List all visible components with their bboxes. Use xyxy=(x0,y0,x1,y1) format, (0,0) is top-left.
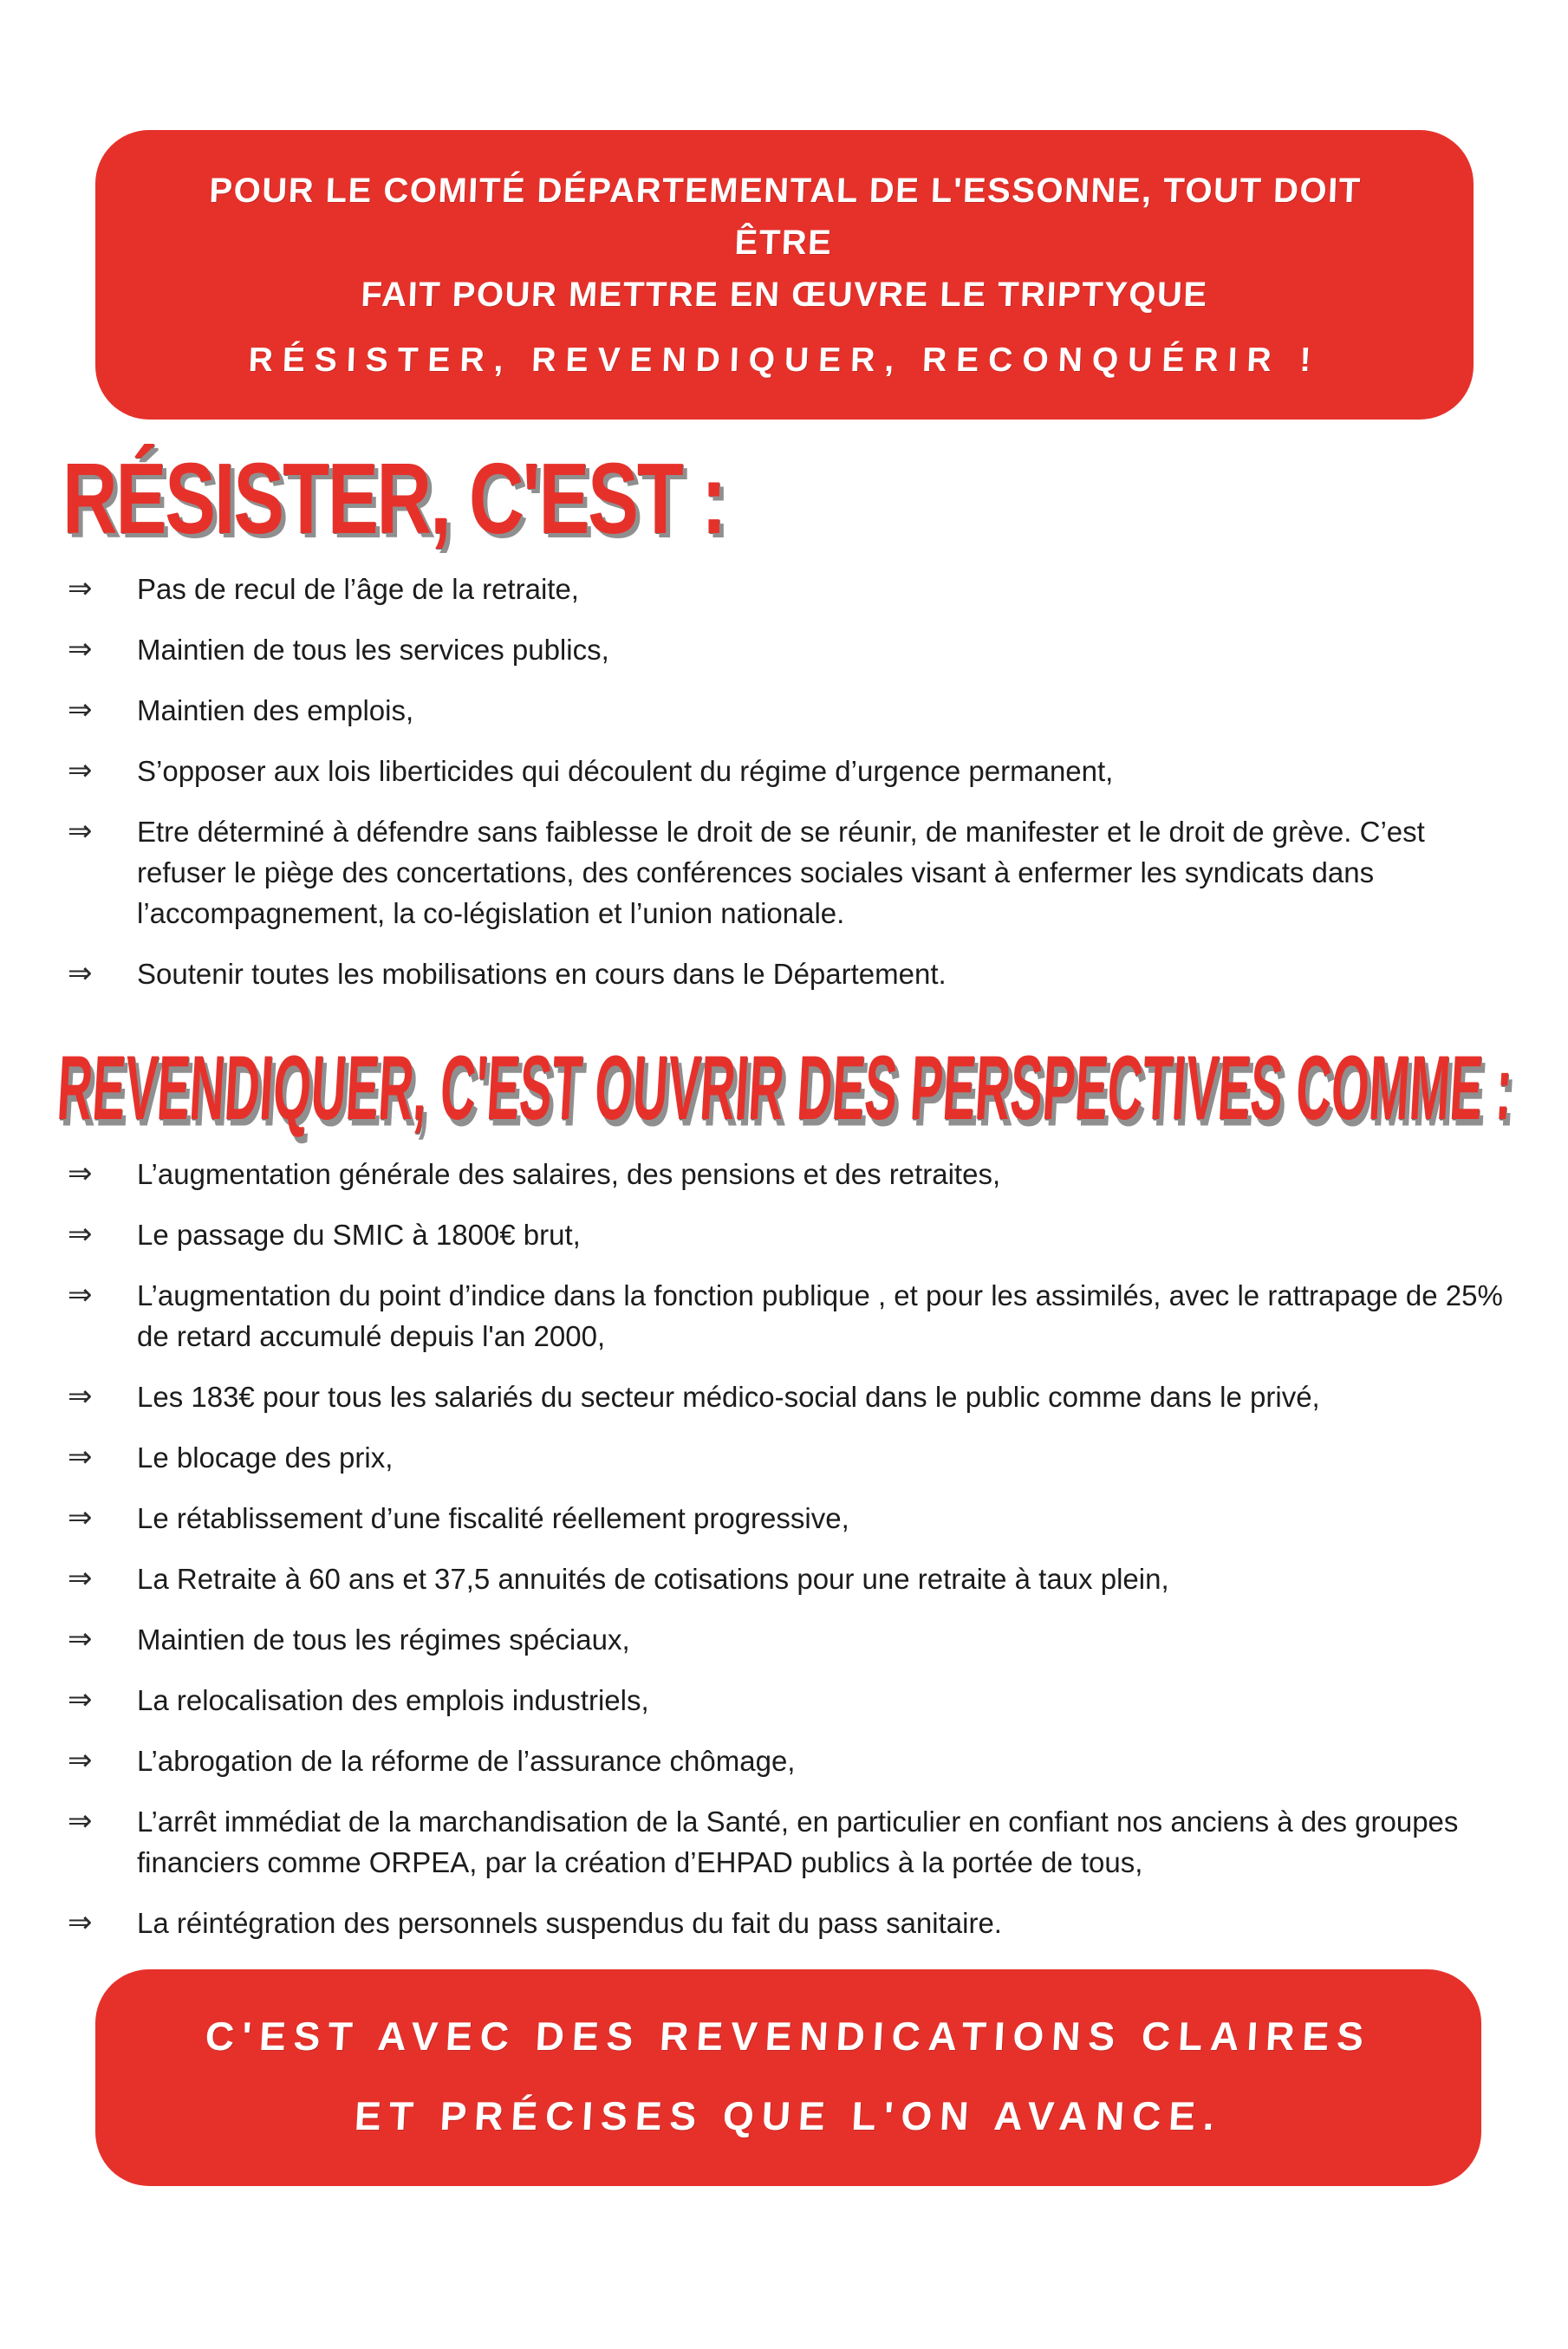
list-item-text: Pas de recul de l’âge de la retraite, xyxy=(137,573,579,605)
list-item-text: Maintien de tous les services publics, xyxy=(137,634,609,666)
list-item-text: L’augmentation générale des salaires, des pensions et des retraites, xyxy=(137,1158,1001,1190)
arrow-bullet-icon: ⇒ xyxy=(68,1217,93,1252)
arrow-bullet-icon: ⇒ xyxy=(68,956,93,991)
arrow-bullet-icon: ⇒ xyxy=(68,693,93,727)
arrow-bullet-icon: ⇒ xyxy=(68,632,93,667)
list-item-text: La réintégration des personnels suspendus du fait du pass sanitaire. xyxy=(137,1907,1002,1939)
list-item-text: L’arrêt immédiat de la marchandisation de la Santé, en particulier en confiant nos anciens à des groupes financiers comme ORPEA, par la création d’EHPAD publics à la portée de tous, xyxy=(137,1806,1459,1878)
list-item-text: Maintien de tous les régimes spéciaux, xyxy=(137,1623,630,1656)
list-item xyxy=(68,1741,1516,1781)
arrow-bullet-icon: ⇒ xyxy=(68,753,93,788)
section-heading-revendiquer-text: REVENDIQUER, C'EST OUVRIR DES PERSPECTIVES COMME : xyxy=(55,1035,1515,1139)
list-item-text: Maintien des emplois, xyxy=(137,694,414,726)
list-item xyxy=(68,1275,1516,1357)
list-item-text: L’abrogation de la réforme de l’assurance chômage, xyxy=(137,1745,796,1777)
arrow-bullet-icon: ⇒ xyxy=(68,1440,93,1474)
list-item-text: L’augmentation du point d’indice dans la fonction publique , et pour les assimilés, avec le rattrapage de 25% de retard accumulé depuis l'an 2000, xyxy=(137,1279,1503,1352)
list-item xyxy=(68,1498,1516,1539)
section-heading-revendiquer xyxy=(55,1034,1568,1139)
arrow-bullet-icon: ⇒ xyxy=(68,1622,93,1656)
resister-list xyxy=(68,569,1516,994)
section-heading-resister-text: RÉSISTER, C'EST : xyxy=(62,441,725,555)
list-item xyxy=(68,690,1516,731)
arrow-bullet-icon: ⇒ xyxy=(68,1804,93,1838)
top-banner-line-3: RÉSISTER, REVENDIQUER, RECONQUÉRIR ! xyxy=(247,342,1322,379)
bottom-banner-line-2: ET PRÉCISES QUE L'ON AVANCE. xyxy=(353,2093,1224,2138)
list-item xyxy=(68,1437,1516,1478)
list-item-text: Le rétablissement d’une fiscalité réellement progressive, xyxy=(137,1502,849,1534)
bottom-banner-line-1: C'EST AVEC DES REVENDICATIONS CLAIRES xyxy=(204,2014,1373,2059)
arrow-bullet-icon: ⇒ xyxy=(68,1561,93,1596)
list-item-text: Etre déterminé à défendre sans faiblesse le droit de se réunir, de manifester et le droit de grève. C’est refuser le piège des concertations, des conférences sociales visant à enfermer les syndicats dans l’accompagnement, la co-législation et l’union nationale. xyxy=(137,816,1425,929)
revendiquer-list xyxy=(68,1154,1516,1943)
list-item-text: Soutenir toutes les mobilisations en cours dans le Département. xyxy=(137,958,947,990)
top-banner-line-1: POUR LE COMITÉ DÉPARTEMENTAL DE L'ESSONNE, TOUT DOIT ÊTRE xyxy=(208,172,1363,262)
list-item-text: La relocalisation des emplois industriels, xyxy=(137,1684,649,1716)
top-banner xyxy=(95,130,1474,420)
list-item xyxy=(68,1680,1516,1721)
list-item-text: La Retraite à 60 ans et 37,5 annuités de cotisations pour une retraite à taux plein, xyxy=(137,1563,1169,1595)
list-item xyxy=(68,1801,1516,1883)
list-item xyxy=(68,1154,1516,1194)
list-item-text: Les 183€ pour tous les salariés du secteur médico-social dans le public comme dans le privé, xyxy=(137,1381,1320,1413)
list-item xyxy=(68,1558,1516,1599)
arrow-bullet-icon: ⇒ xyxy=(68,1905,93,1940)
list-item xyxy=(68,569,1516,609)
list-item-text: S’opposer aux lois liberticides qui découlent du régime d’urgence permanent, xyxy=(137,755,1114,787)
list-item xyxy=(68,811,1516,934)
list-item xyxy=(68,953,1516,994)
bottom-banner xyxy=(95,1969,1481,2186)
arrow-bullet-icon: ⇒ xyxy=(68,571,93,606)
list-item xyxy=(68,1214,1516,1255)
arrow-bullet-icon: ⇒ xyxy=(68,1500,93,1535)
arrow-bullet-icon: ⇒ xyxy=(68,814,93,849)
arrow-bullet-icon: ⇒ xyxy=(68,1278,93,1312)
flyer-page xyxy=(0,130,1568,2349)
list-item xyxy=(68,751,1516,791)
list-item xyxy=(68,1903,1516,1943)
section-heading-resister xyxy=(62,440,1568,555)
arrow-bullet-icon: ⇒ xyxy=(68,1682,93,1717)
top-banner-line-2: FAIT POUR METTRE EN ŒUVRE LE TRIPTYQUE xyxy=(360,276,1209,314)
list-item xyxy=(68,1376,1516,1417)
list-item-text: Le passage du SMIC à 1800€ brut, xyxy=(137,1219,581,1251)
list-item xyxy=(68,1619,1516,1660)
arrow-bullet-icon: ⇒ xyxy=(68,1156,93,1191)
arrow-bullet-icon: ⇒ xyxy=(68,1379,93,1414)
arrow-bullet-icon: ⇒ xyxy=(68,1743,93,1778)
list-item xyxy=(68,629,1516,670)
list-item-text: Le blocage des prix, xyxy=(137,1441,394,1474)
